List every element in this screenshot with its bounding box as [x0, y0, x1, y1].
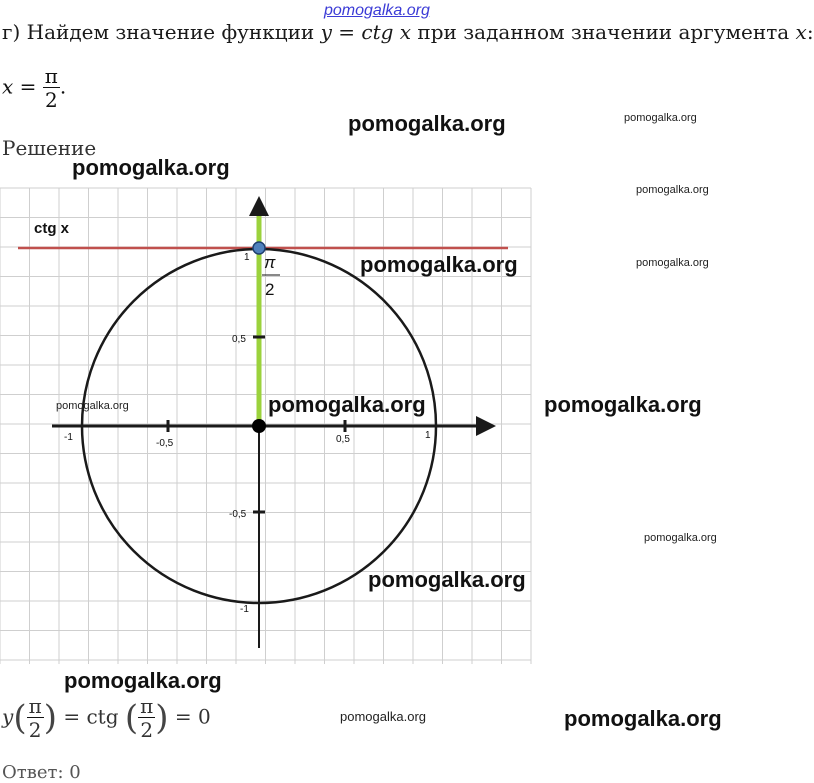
tick-label-x-05: 0,5 [336, 434, 350, 445]
task-middle: при заданном значении аргумента [417, 20, 790, 44]
eq-y: y [2, 704, 14, 729]
paren-close: ) [43, 698, 57, 738]
task-statement [2, 20, 814, 44]
eq-fraction-1 [27, 696, 44, 740]
task-prefix: г) Найдем значение функции [2, 20, 315, 44]
task-function: y = ctg x [320, 20, 412, 44]
origin-point [252, 419, 266, 433]
eq-den-1: 2 [28, 718, 42, 742]
eq-result: = 0 [174, 704, 211, 729]
watermark[interactable]: pomogalka.org [564, 706, 722, 731]
tick-label-y-neg05: -0,5 [229, 509, 247, 520]
watermark[interactable]: pomogalka.org [644, 532, 717, 544]
given-value [2, 66, 66, 110]
pi-den: 2 [265, 280, 275, 299]
watermark[interactable]: pomogalka.org [348, 111, 506, 136]
task-colon: : [806, 20, 814, 44]
x-axis-arrow [476, 416, 496, 436]
watermark[interactable]: pomogalka.org [340, 709, 426, 724]
ctg-label: ctg x [34, 220, 70, 237]
watermark[interactable]: pomogalka.org [636, 257, 709, 269]
tick-label-x-neg1: -1 [64, 432, 73, 443]
eq-den-2: 2 [140, 718, 154, 742]
paren-close: ) [155, 698, 169, 738]
watermark[interactable]: pomogalka.org [368, 567, 526, 592]
watermark[interactable]: pomogalka.org [360, 252, 518, 277]
tick-label-y-1: 1 [244, 252, 250, 263]
tick-label-x-1: 1 [425, 430, 431, 441]
eq-num-2: π [140, 694, 154, 718]
paren-open: ( [13, 698, 27, 738]
pi-num: π [264, 253, 276, 272]
task-arg: x [795, 20, 807, 44]
eq-ctg: = ctg [63, 704, 119, 729]
header-watermark[interactable]: pomogalka.org [324, 2, 430, 19]
answer-equation [2, 696, 211, 740]
watermark[interactable]: pomogalka.org [64, 668, 222, 693]
tick-label-y-neg1: -1 [240, 604, 249, 615]
given-tail: . [59, 74, 67, 99]
given-den: 2 [44, 88, 58, 112]
tick-label-y-05: 0,5 [232, 334, 246, 345]
watermark[interactable]: pomogalka.org [636, 184, 709, 196]
answer-text: Ответ: 0 [2, 762, 81, 783]
eq-fraction-2 [138, 696, 155, 740]
solution-heading: Решение [2, 136, 97, 160]
paren-open: ( [124, 698, 139, 738]
tick-label-x-neg05: -0,5 [156, 438, 174, 449]
given-lhs: x = [2, 74, 37, 99]
given-num: π [44, 64, 58, 88]
given-fraction [43, 66, 60, 110]
watermark[interactable]: pomogalka.org [72, 155, 230, 180]
watermark[interactable]: pomogalka.org [268, 392, 426, 417]
eq-num-1: π [28, 694, 42, 718]
watermark[interactable]: pomogalka.org [624, 112, 697, 124]
watermark[interactable]: pomogalka.org [544, 392, 702, 417]
watermark[interactable]: pomogalka.org [56, 400, 129, 412]
